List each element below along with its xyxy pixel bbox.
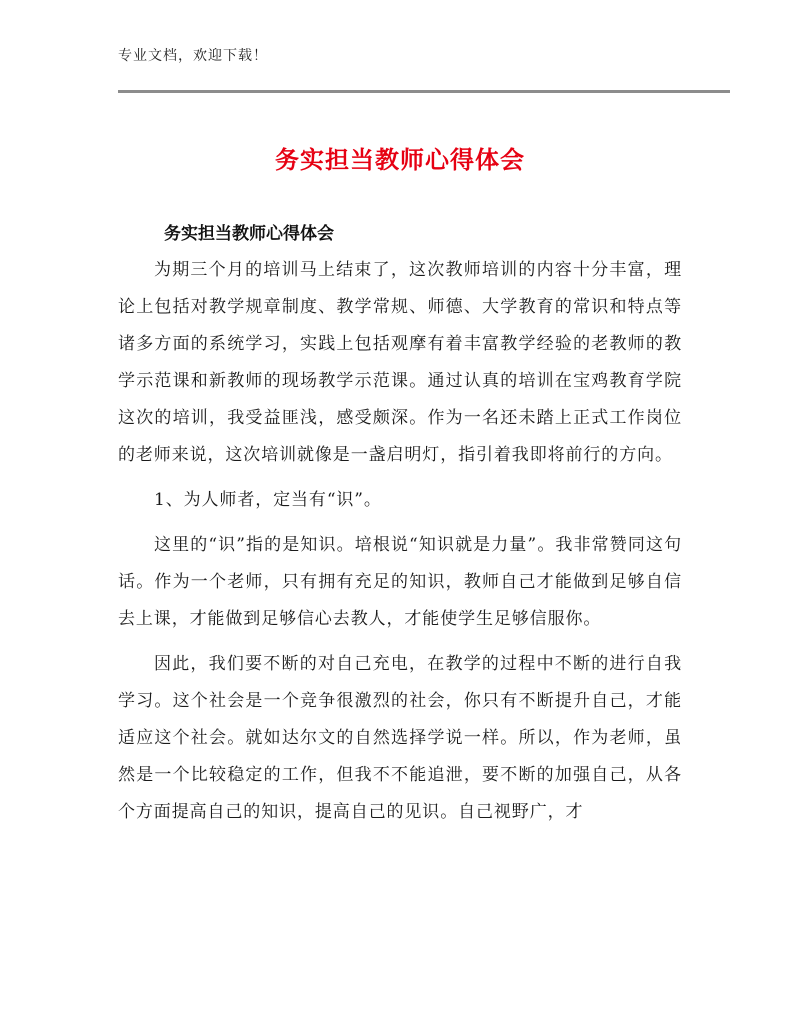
document-body: [118, 216, 682, 839]
paragraph-knowledge: 这里的“识”指的是知识。培根说“知识就是力量”。我非常赞同这句话。作为一个老师，只有拥有充足的知识，教师自己才能做到足够自信去上课，才能做到足够信心去教人，才能使学生足够信服你。: [118, 535, 682, 629]
document-subtitle: 务实担当教师心得体会: [164, 224, 334, 244]
header-text: 专业文档，欢迎下载！: [118, 48, 268, 64]
document-title: 务实担当教师心得体会: [275, 146, 525, 174]
paragraph-section-heading: 1、为人师者，定当有“识”。: [154, 490, 382, 510]
page-header: [118, 44, 730, 68]
paragraph-self-learning: 因此，我们要不断的对自己充电，在教学的过程中不断的进行自我学习。这个社会是一个竞争很激烈的社会，你只有不断提升自己，才能适应这个社会。就如达尔文的自然选择学说一样。所以，作为老师，虽然是一个比较稳定的工作，但我不不能追泄，要不断的加强自己，从各个方面提高自己的知识，提高自己的见识。自己视野广，才: [118, 654, 682, 822]
header-divider: [118, 90, 730, 93]
paragraph-intro: 为期三个月的培训马上结束了，这次教师培训的内容十分丰富，理论上包括对教学规章制度、教学常规、师德、大学教育的常识和特点等诸多方面的系统学习，实践上包括观摩有着丰富教学经验的老教师的教学示范课和新教师的现场教学示范课。通过认真的培训在宝鸡教育学院这次的培训，我受益匪浅，感受颇深。作为一名还未踏上正式工作岗位的老师来说，这次培训就像是一盏启明灯，指引着我即将前行的方向。: [118, 260, 682, 465]
